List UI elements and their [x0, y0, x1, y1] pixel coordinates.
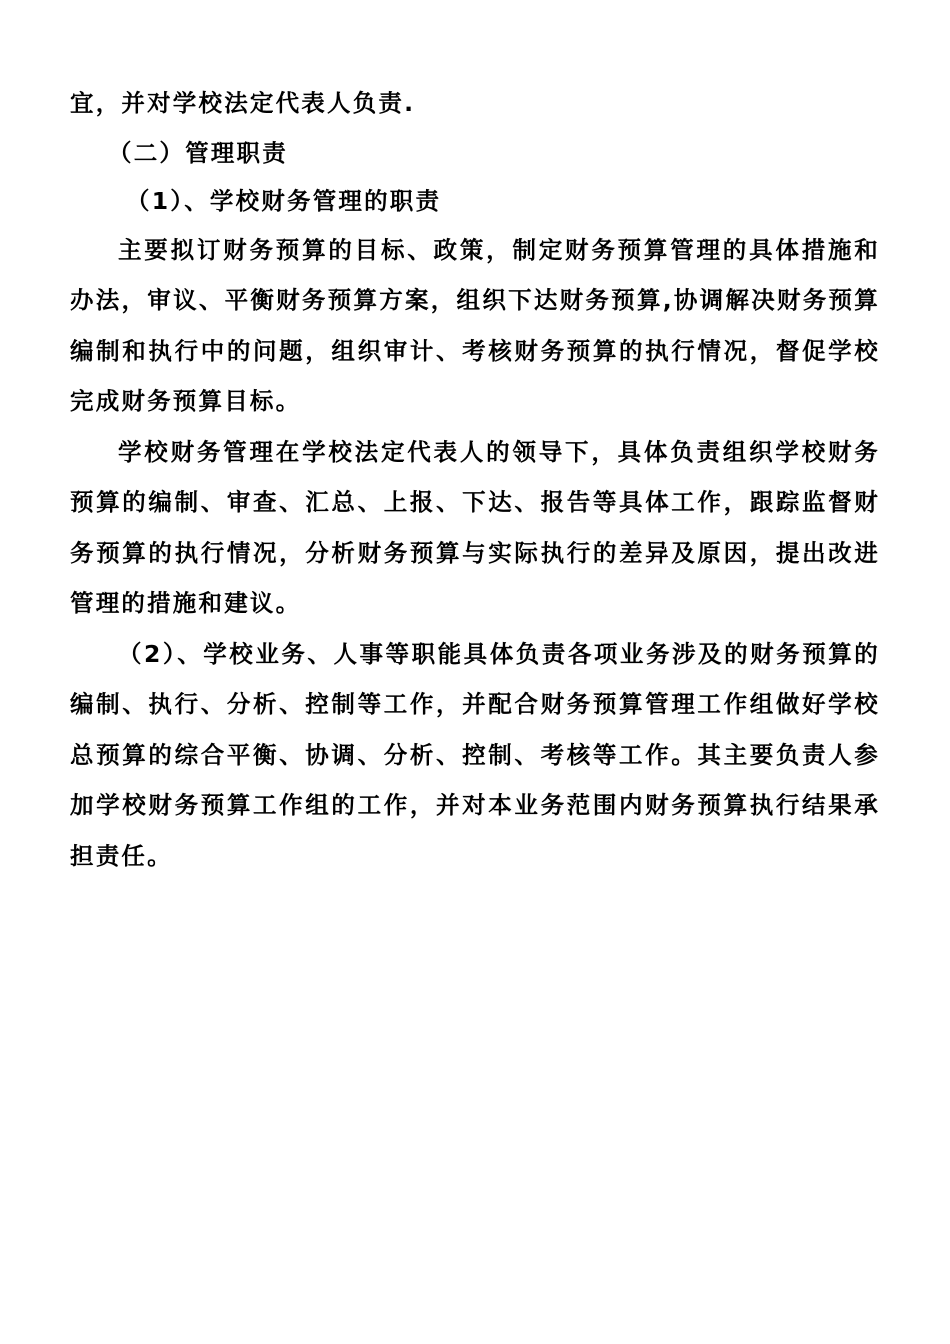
- continuation-text: 宜，并对学校法定代表人负责.: [70, 89, 416, 117]
- paragraph-2: 学校财务管理在学校法定代表人的领导下，具体负责组织学校财务预算的编制、审查、汇总、上报、下达、报告等具体工作，跟踪监督财务预算的执行情况，分析财务预算与实际执行的差异及原因，提出改进管理的措施和建议。: [70, 437, 880, 617]
- paragraph-1: 主要拟订财务预算的目标、政策，制定财务预算管理的具体措施和办法，审议、平衡财务预算方案，组织下达财务预算,协调解决财务预算编制和执行中的问题，组织审计、考核财务预算的执行情况，督促学校完成财务预算目标。: [70, 235, 880, 415]
- paragraph-3: （2）、学校业务、人事等职能具体负责各项业务涉及的财务预算的编制、执行、分析、控制等工作，并配合财务预算管理工作组做好学校总预算的综合平衡、协调、分析、控制、考核等工作。其主要负责人参加学校财务预算工作组的工作，并对本业务范围内财务预算执行结果承担责任。: [70, 639, 880, 870]
- document-body: [70, 78, 880, 881]
- subsection-title: （1）、学校财务管理的职责: [126, 186, 442, 215]
- section-title: （二）管理职责: [108, 138, 288, 167]
